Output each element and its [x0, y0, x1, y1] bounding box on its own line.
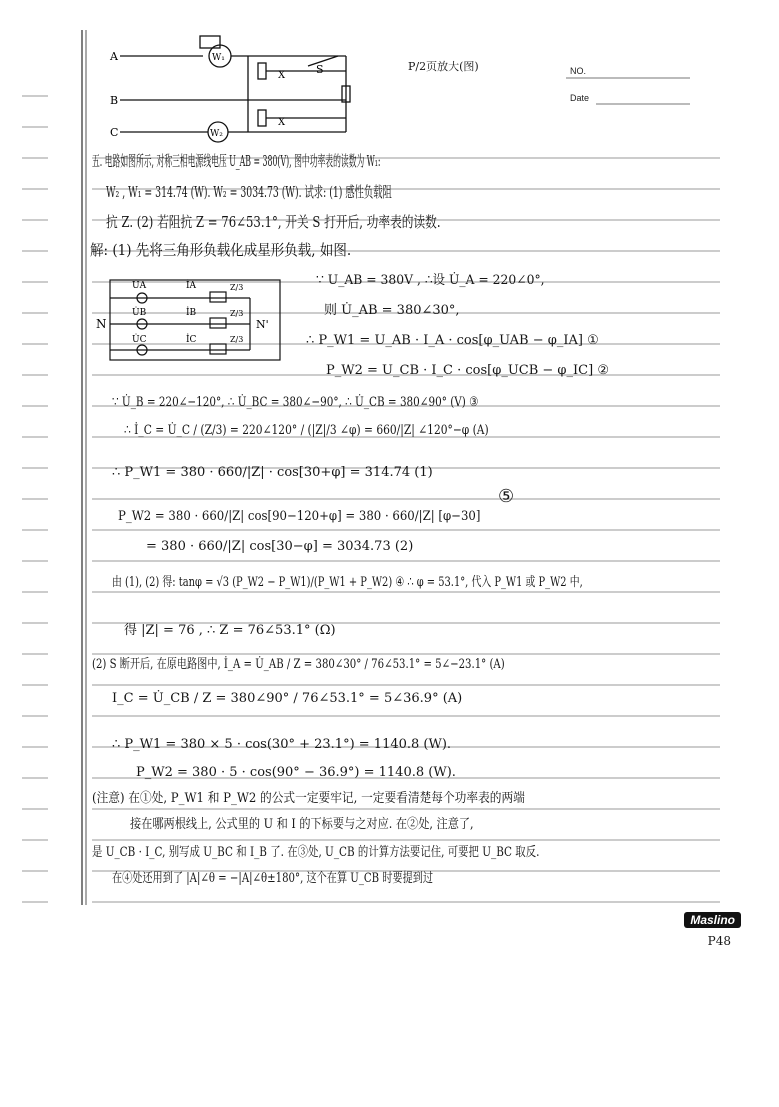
- part2-pw1-line: ∴ P_W1 = 380 × 5 · cos(30° + 23.1°) = 1140.8 (W).: [112, 737, 452, 752]
- current-ic-line: ∴ İ_C = U̇_C / (Z/3) = 220∠120° / (|Z|/3 ∠φ) = 660/|Z| ∠120°−φ (A): [124, 423, 489, 438]
- problem-line-2: W₂ , W₁ = 314.74 (W). W₂ = 3034.73 (W). 试求: (1) 感性负载阻: [106, 183, 392, 201]
- part2-pw2-line: P_W2 = 380 · 5 · cos(90° − 36.9°) = 1140.8 (W).: [136, 765, 456, 780]
- brand-logo: Maslino: [684, 912, 741, 928]
- circuit-diagram-star: [90, 268, 310, 368]
- no-label: NO.: [570, 66, 587, 76]
- ic-label: İC: [186, 335, 197, 345]
- uc-label: U̇C: [132, 335, 147, 345]
- meter-w2-label: W₂: [210, 129, 223, 139]
- top-note: P/2页放大(图): [408, 60, 479, 73]
- impedance-x-label-2: X: [278, 117, 286, 128]
- meter-w1-label: W₁: [212, 53, 225, 63]
- circuit-diagram-delta: [108, 28, 368, 144]
- z-result-line: 得 |Z| = 76 , ∴ Z = 76∠53.1° (Ω): [124, 623, 336, 638]
- neutral-n-label: N: [96, 317, 107, 331]
- node-a-label: A: [110, 50, 118, 63]
- node-c-label: C: [110, 126, 119, 139]
- ub-label: U̇B: [132, 308, 147, 318]
- voltage-line: ∵ U̇_B = 220∠−120°, ∴ U̇_BC = 380∠−90°, ∴ U̇_CB = 380∠90° (V) ③: [112, 395, 479, 410]
- z3-label-2: Z/3: [230, 309, 244, 318]
- impedance-x-label-1: X: [278, 70, 286, 81]
- solution-line-3: 则 U̇_AB = 380∠30°,: [324, 303, 460, 318]
- z3-label-1: Z/3: [230, 283, 244, 292]
- pw2-line-2: = 380 · 660/|Z| cos[30−φ] = 3034.73 (2): [146, 539, 414, 554]
- neutral-n-prime-label: N': [256, 318, 269, 331]
- formula-pw1: ∴ P_W1 = U_AB · I_A · cos[φ_UAB − φ_IA] ①: [306, 333, 599, 348]
- ib-label: İB: [186, 308, 197, 318]
- ia-label: İA: [186, 281, 197, 291]
- date-label: Date: [570, 93, 590, 103]
- note-line-2: 接在哪两根线上, 公式里的 U 和 I 的下标要与之对应. 在②处, 注意了,: [130, 817, 474, 832]
- note-line-4: 在④处还用到了 |A|∠θ = −|A|∠θ±180°, 这个在算 U_CB 时要提到过: [112, 871, 434, 886]
- circled-mark-5: ⑤: [498, 486, 515, 507]
- part2-line-1: (2) S 断开后, 在原电路图中, İ_A = U̇_AB / Z = 380∠30° / 76∠53.1° = 5∠−23.1° (A): [92, 657, 505, 672]
- switch-label: S: [316, 63, 324, 76]
- z3-label-3: Z/3: [230, 335, 244, 344]
- ua-label: U̇A: [132, 281, 147, 291]
- solution-line-1: 解: (1) 先将三角形负载化成星形负载, 如图.: [90, 241, 352, 259]
- formula-pw2: P_W2 = U_CB · I_C · cos[φ_UCB − φ_IC] ②: [326, 363, 609, 378]
- problem-line-3: 抗 Z. (2) 若阻抗 Z = 76∠53.1°, 开关 S 打开后, 功率表的读数.: [106, 213, 441, 231]
- problem-line-1: 五. 电路如图所示, 对称三相电源线电压 U_AB = 380(V), 图中功率表的读数为 W₁:: [92, 152, 381, 170]
- pw1-result-line: ∴ P_W1 = 380 · 660/|Z| · cos[30+φ] = 314.74 (1): [112, 465, 433, 480]
- page-number: P48: [707, 934, 731, 948]
- note-line-1: (注意) 在①处, P_W1 和 P_W2 的公式一定要牢记, 一定要看清楚每个功率表的两端: [92, 791, 525, 806]
- note-line-3: 是 U_CB · I_C, 别写成 U_BC 和 I_B 了. 在③处, U_CB 的计算方法要记住, 可要把 U_BC 取反.: [92, 845, 540, 860]
- pw2-line-1: P_W2 = 380 · 660/|Z| cos[90−120+φ] = 380 · 660/|Z| [φ−30]: [118, 509, 481, 524]
- part2-line-2: I_C = U̇_CB / Z = 380∠90° / 76∠53.1° = 5∠36.9° (A): [112, 691, 463, 706]
- tan-phi-line: 由 (1), (2) 得: tanφ = √3 (P_W2 − P_W1)/(P_W1 + P_W2) ④ ∴ φ = 53.1°, 代入 P_W1 或 P_W2 中,: [112, 575, 583, 590]
- solution-line-2: ∵ U_AB = 380V , ∴设 U̇_A = 220∠0°,: [316, 273, 545, 288]
- node-b-label: B: [110, 94, 119, 107]
